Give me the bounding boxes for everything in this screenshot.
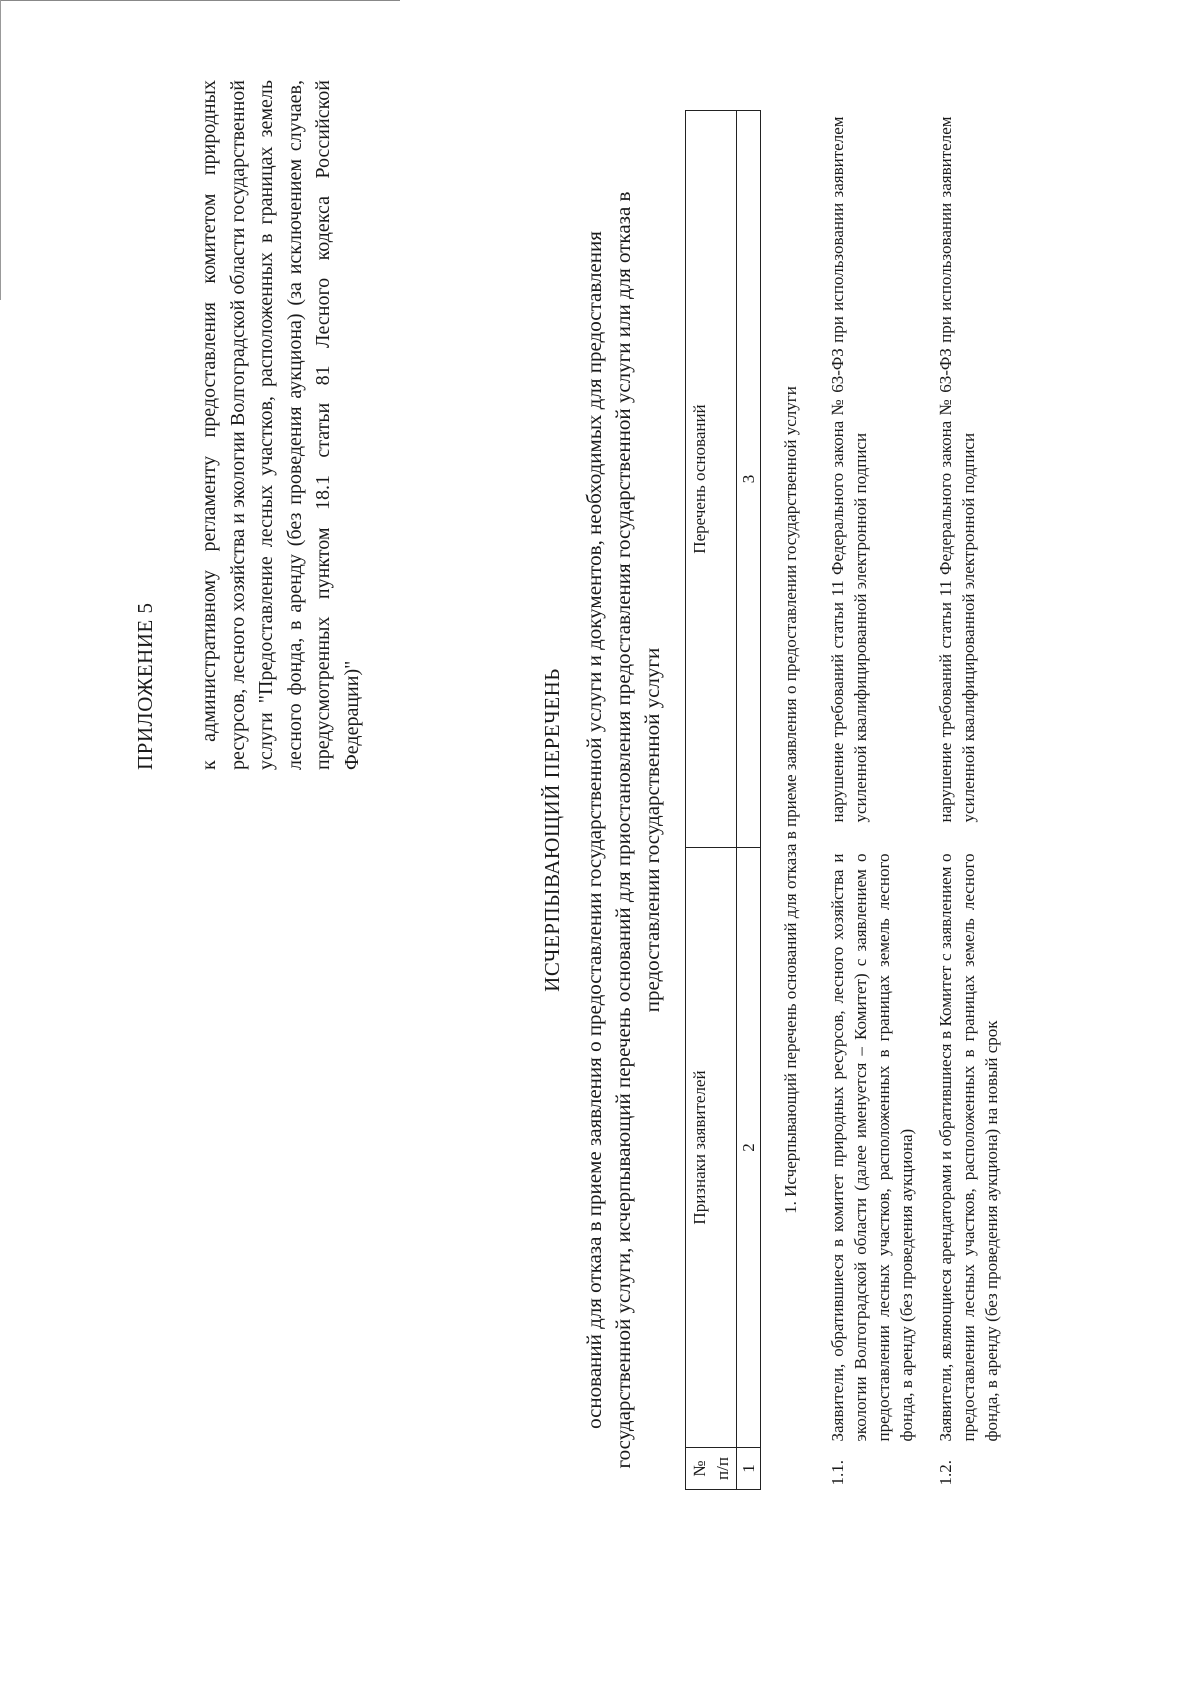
table-header-row: [686, 111, 737, 1490]
column-number-3: 3: [737, 111, 761, 848]
table-row: [820, 111, 928, 1490]
header-applicants: Признаки заявителей: [686, 848, 737, 1448]
regulation-reference: к административному регламенту предоставления комитетом природных ресурсов, лесного хозяйства и экологии Волгоградской области государственной услуги "Предоставление лесных участков, расположенных в границах земель лесного фонда, в аренду (без проведения аукциона) (за исключением случаев, предусмотренных пунктом 18.1 статьи 81 Лесного кодекса Российской Федерации)": [198, 80, 363, 770]
table-section-row: [761, 111, 821, 1490]
table-row: [928, 111, 1013, 1490]
document-title: ИСЧЕРПЫВАЮЩИЙ ПЕРЕЧЕНЬ: [540, 668, 564, 992]
row-number: 1.2.: [936, 1460, 955, 1486]
row-grounds: нарушение требований статьи 11 Федерального закона № 63-ФЗ при использовании заявителем усиленной квалифицированной электронной подписи: [936, 116, 978, 823]
scan-edge-top: [0, 0, 400, 1]
document-page: [55, 30, 1135, 1630]
section-title: 1. Исчерпывающий перечень оснований для отказа в приеме заявления о предоставлении государственной услуги: [781, 386, 800, 1214]
row-applicants: Заявители, обратившиеся в комитет природных ресурсов, лесного хозяйства и экологии Волгоградской области (далее именуется – Комитет) с заявлением о предоставлении лесных участков, расположенных в границах земель лесного фонда, в аренду (без проведения аукциона): [828, 853, 916, 1442]
row-grounds: нарушение требований статьи 11 Федерального закона № 63-ФЗ при использовании заявителем усиленной квалифицированной электронной подписи: [828, 116, 870, 823]
table-column-numbers-row: [737, 111, 761, 1490]
header-number: № п/п: [686, 1448, 737, 1490]
column-number-1: 1: [737, 1448, 761, 1490]
row-number: 1.1.: [828, 1460, 847, 1486]
scan-edge-left: [0, 0, 1, 300]
column-number-2: 2: [737, 848, 761, 1448]
document-subtitle: оснований для отказа в приеме заявления о предоставлении государственной услуги и документов, необходимых для предоставления государственной услуги, исчерпывающий перечень оснований для приостановления предоставления государственной услуги или для отказа в предоставлении государственной услуги: [582, 191, 664, 1469]
grounds-table: [685, 110, 1013, 1490]
row-applicants: Заявители, являющиеся арендаторами и обратившиеся в Комитет с заявлением о предоставлении лесных участков, расположенных в границах земель лесного фонда, в аренду (без проведения аукциона) на новый срок: [936, 853, 1001, 1442]
header-grounds: Перечень оснований: [686, 111, 737, 848]
appendix-label: ПРИЛОЖЕНИЕ 5: [133, 602, 157, 770]
